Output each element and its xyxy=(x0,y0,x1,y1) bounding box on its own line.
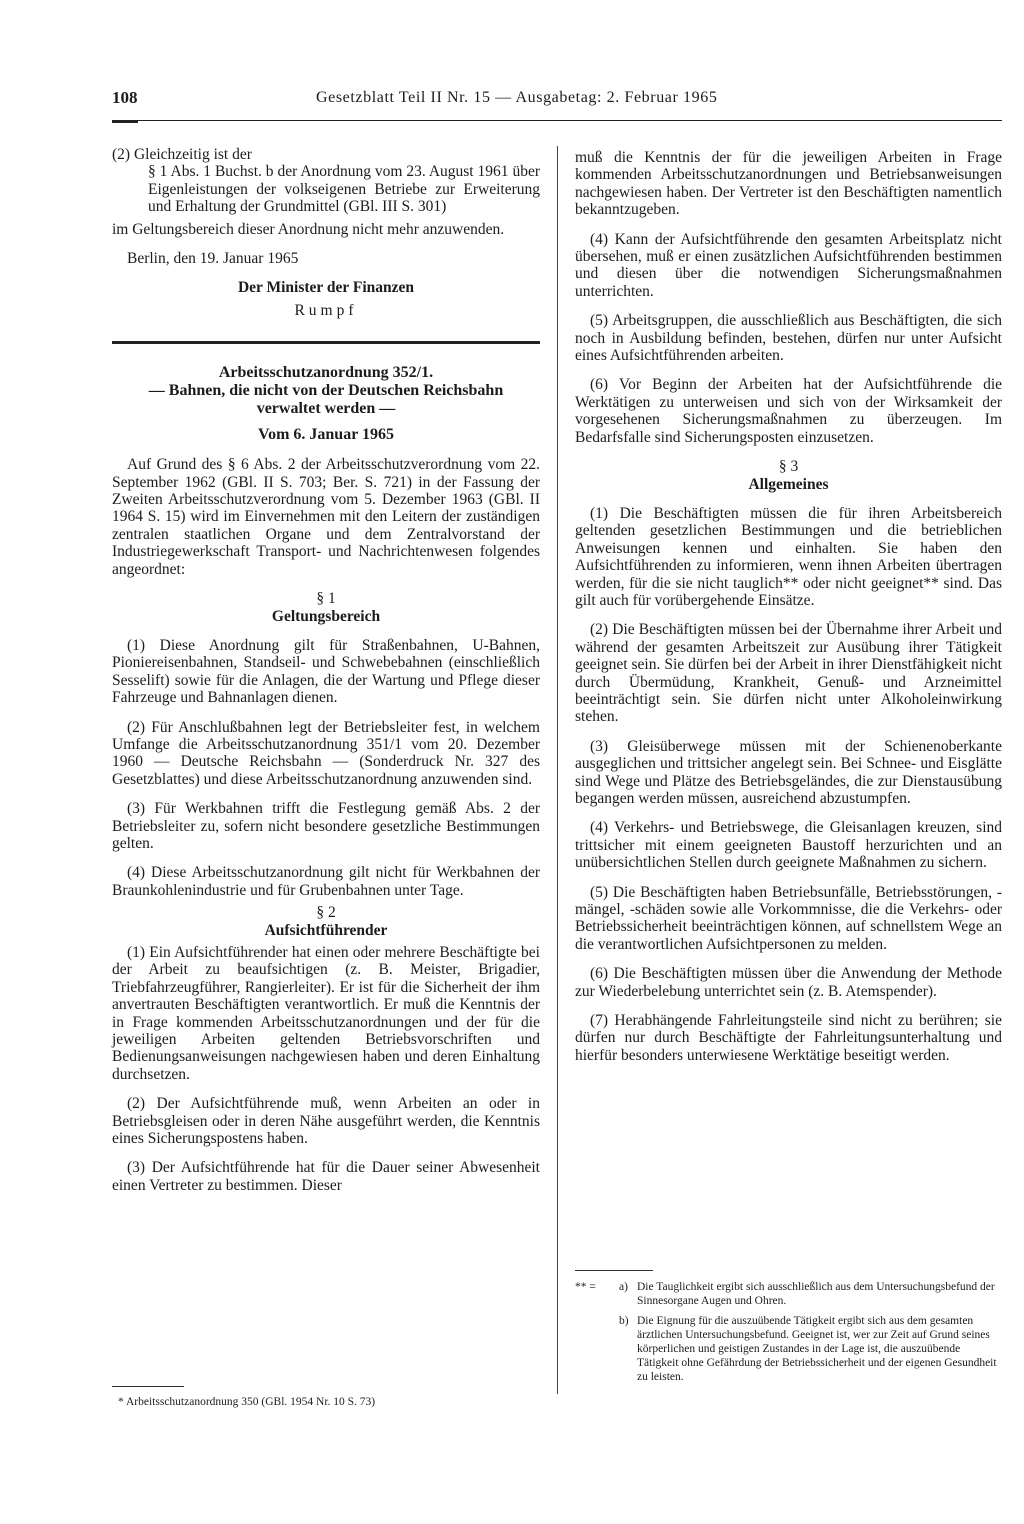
footnote-block xyxy=(575,1280,1002,1384)
section-number: § 3 xyxy=(778,458,799,476)
running-header: Gesetzblatt Teil II Nr. 15 — Ausgabetag: 2. Februar 1965 xyxy=(316,89,718,106)
paragraph: (2) Für Anschlußbahnen legt der Betriebsleiter fest, in welchem Umfange die Arbeitsschutzanordnung 351/1 vom 20. Dezember 1960 — Deutsche Reichsbahn — (Sonderdruck Nr. 327 des Gesetzblattes) und diese Arbeitsschutzanordnung anzuwenden sind. xyxy=(112,718,540,788)
paragraph: (2) Der Aufsichtführende muß, wenn Arbeiten an oder in Betriebsgleisen oder in deren Nähe ausgeführt werden, die Kenntnis eines Sicherungspostens haben. xyxy=(112,1095,540,1148)
paragraph: (3) Für Werkbahnen trifft die Festlegung gemäß Abs. 2 der Betriebsleiter zu, sofern nicht besondere gesetzliche Bestimmungen gelten. xyxy=(112,800,540,852)
section-separator xyxy=(112,341,540,344)
quoted-reference: § 1 Abs. 1 Buchst. b der Anordnung vom 23. August 1961 über Eigenleistungen der volkseigenen Betriebe zur Erweiterung und Erhaltung der Grundmittel (GBl. III S. 301) xyxy=(148,163,540,216)
footnote-text: Die Tauglichkeit ergibt sich ausschließlich aus dem Untersuchungsbefund der Sinnesorgane Augen und Ohren. xyxy=(637,1281,995,1307)
footnote-rule xyxy=(575,1270,653,1271)
paragraph: (3) Der Aufsichtführende hat für die Dauer seiner Abwesenheit einen Vertreter zu bestimmen. Dieser xyxy=(112,1159,540,1194)
paragraph: (3) Gleisüberwege müssen mit der Schienenoberkante ausgeglichen und trittsicher angelegt sein. Bei Schnee- und Eisglätte sind Wege und Plätze des Betriebsgeländes, die zur Dienstausübung begangen werden müssen, ausreichend abzustumpfen. xyxy=(575,737,1002,807)
footnote-letter: b) xyxy=(619,1315,629,1327)
page-number: 108 xyxy=(112,88,138,107)
paragraph: (7) Herabhängende Fahrleitungsteile sind nicht zu berühren; sie dürfen nur durch Beschäftigte der Fahrleitungsunterhaltung und hierfür besonders unterwiesene Werktätige beseitigt werden. xyxy=(575,1012,1002,1064)
paragraph: (5) Die Beschäftigten haben Betriebsunfälle, Betriebsstörungen, -mängel, -schäden sowie alle Vorkommnisse, die die Verkehrs- oder Betriebssicherheit beeinträchtigen können, auf schnellstem Wege an die verantwortlichen Aufsichtpersonen zu melden. xyxy=(575,883,1002,953)
paragraph: (2) Die Beschäftigten müssen bei der Übernahme ihrer Arbeit und während der gesamten Arbeitszeit zur Ausübung ihrer Tätigkeit geeignet sein. Sie dürfen bei der Arbeit in ihrer Dienstfähigkeit nicht durch Übermüdung, Krankheit, Genuß- und Arzneimittel beeinträchtigt sein. Sie dürfen nicht unter Alkoholeinwirkung stehen. xyxy=(575,621,1002,726)
header-rule-accent xyxy=(112,120,138,123)
paragraph: (6) Vor Beginn der Arbeiten hat der Aufsichtführende die Werktätigen zu unterweisen und sich von der Wirksamkeit der vorgesehenen Sicherungsmaßnahmen zu überzeugen. Im Bedarfsfalle sind Sicherungsposten einzusetzen. xyxy=(575,376,1002,446)
footnote-letter: a) xyxy=(619,1281,628,1293)
paragraph: (2) Gleichzeitig ist der xyxy=(112,146,252,163)
place-date: Berlin, den 19. Januar 1965 xyxy=(127,250,299,268)
preamble: Auf Grund des § 6 Abs. 2 der Arbeitsschutzverordnung vom 22. September 1962 (GBl. II S. 703; Ber. S. 721) in der Fassung der Zweiten Arbeitsschutzverordnung vom 5. Dezember 1963 (GBl. II 1964 S. 15) wird im Einvernehmen mit den Leitern der zuständigen zentralen staatlichen Organe und dem Zentralvorstand der Industriegewerkschaft Transport- und Nachrichtenwesen folgendes angeordnet: xyxy=(112,456,540,578)
header-rule xyxy=(112,120,1002,121)
footnote: * Arbeitsschutzanordnung 350 (GBl. 1954 Nr. 10 S. 73) xyxy=(118,1396,376,1408)
section-number: § 1 xyxy=(316,590,336,608)
paragraph: im Geltungsbereich dieser Anordnung nicht mehr anzuwenden. xyxy=(112,220,505,238)
signer-name: Rumpf xyxy=(294,301,358,319)
right-column xyxy=(575,149,1002,1064)
paragraph: (4) Diese Arbeitsschutzanordnung gilt nicht für Werkbahnen der Braunkohlenindustrie und für Grubenbahnen unter Tage. xyxy=(112,864,540,899)
footnote-item-b xyxy=(575,1314,1002,1384)
document-date: Vom 6. Januar 1965 xyxy=(257,426,395,444)
paragraph: (4) Verkehrs- und Betriebswege, die Gleisanlagen kreuzen, sind trittsicher mit einem geeigneten Baustoff herzurichten und an unübersichtlichen Stellen durch geeignete Maßnahmen zu sichern. xyxy=(575,819,1002,872)
section-title: Aufsichtführender xyxy=(264,921,388,939)
footnote-text: Die Eignung für die auszuübende Tätigkeit ergibt sich aus dem gesamten ärztlichen Untersuchungsbefund. Geeignet ist, wer zur Zeit auf Grund seines körperlichen und geistigen Zustandes in der Lage ist, die auszuübende Tätigkeit ohne Gefährdung der Betriebssicherheit und der eigenen Gesundheit zu leisten. xyxy=(637,1315,997,1383)
footnote-rule xyxy=(112,1386,184,1387)
column-divider xyxy=(557,146,558,1394)
left-column xyxy=(112,146,540,1194)
paragraph: (5) Arbeitsgruppen, die ausschließlich aus Beschäftigten, die sich noch in Ausbildung befinden, bestehen, dürfen nur unter Aufsicht eines Aufsichtführenden arbeiten. xyxy=(575,312,1002,365)
paragraph: (1) Diese Anordnung gilt für Straßenbahnen, U-Bahnen, Pioniereisenbahnen, Standseil- und Schwebebahnen (einschließlich Sesselift) sowie für die Anlagen, die der Wartung und Pflege dieser Fahrzeuge und Bahnanlagen dienen. xyxy=(112,636,540,707)
paragraph: (4) Kann der Aufsichtführende den gesamten Arbeitsplatz nicht übersehen, muß er einen zusätzlichen Aufsichtführenden bestimmen und diesen über die notwendigen Sicherungsmaßnahmen unterrichten. xyxy=(575,230,1002,300)
signer-title: Der Minister der Finanzen xyxy=(237,279,415,297)
document-subtitle: — Bahnen, die nicht von der Deutschen Reichsbahn verwaltet werden — xyxy=(148,382,504,418)
section-title: Geltungsbereich xyxy=(271,607,381,625)
document-title: Arbeitsschutzanordnung 352/1. xyxy=(218,364,434,382)
paragraph: (6) Die Beschäftigten müssen über die Anwendung der Methode zur Wiederbelebung unterrichtet sein (z. B. Atemspender). xyxy=(575,965,1002,1000)
section-number: § 2 xyxy=(316,904,336,922)
paragraph: muß die Kenntnis der für die jeweiligen Arbeiten in Frage kommenden Arbeitsschutzanordnungen und Betriebsanweisungen nachgewiesen haben. Der Vertreter ist den Beschäftigten namentlich bekanntzugeben. xyxy=(575,149,1002,219)
footnote-item-a xyxy=(575,1280,1002,1308)
paragraph: (1) Ein Aufsichtführender hat einen oder mehrere Beschäftigte bei der Arbeit zu beaufsichtigen (z. B. Meister, Brigadier, Triebfahrzeugführer, Rangierleiter). Er ist für die Sicherheit der ihm anvertrauten Beschäftigten verantwortlich. Er muß die Kenntnis der in Frage kommenden Arbeitsschutzanordnungen und der für die jeweiligen Arbeiten geltenden Betriebsvorschriften und Bedienungsanweisungen nachgewiesen haben und deren Einhaltung durchsetzen. xyxy=(112,944,540,1083)
page-header xyxy=(112,88,1002,114)
section-title: Allgemeines xyxy=(748,475,829,493)
paragraph: (1) Die Beschäftigten müssen die für ihren Arbeitsbereich geltenden gesetzlichen Bestimmungen und die betrieblichen Anweisungen kennen und einhalten. Sie haben den Aufsichtführenden zu informieren, wenn ihnen Arbeiten übertragen werden, für die sie nicht tauglich** oder nicht geeignet** sind. Das gilt auch für vorübergehende Einsätze. xyxy=(575,504,1002,609)
footnote-mark: ** = xyxy=(575,1281,596,1293)
